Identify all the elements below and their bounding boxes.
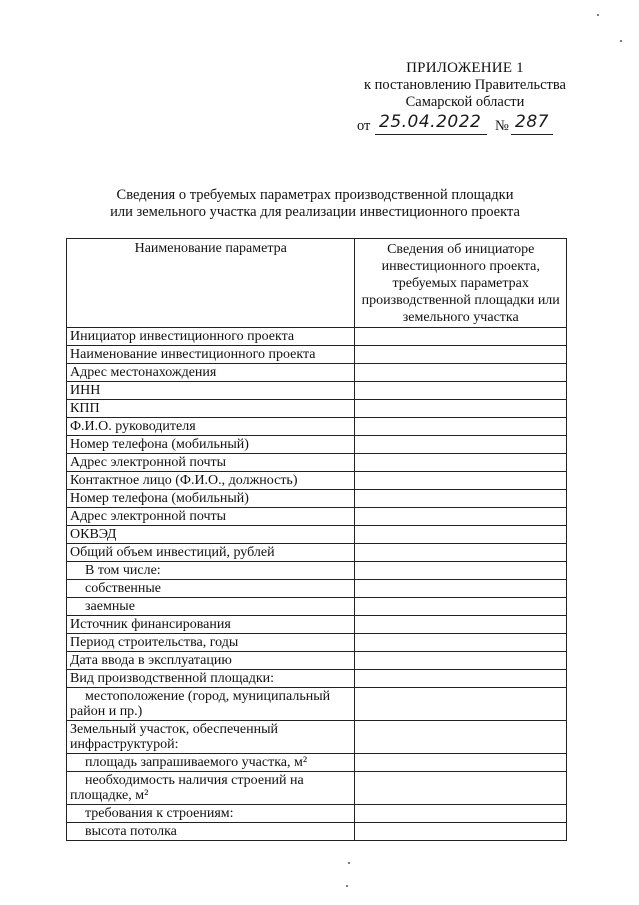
row-label: высота потолка [67,823,355,841]
table-row [67,490,567,508]
table-row [67,598,567,616]
table-row [67,508,567,526]
row-label: собственные [67,580,355,598]
number-underline [511,134,553,135]
table-row [67,526,567,544]
row-label: необходимость наличия строений на площадке, м² [67,772,355,805]
document-title-line-2: или земельного участка для реализации инвестиционного проекта [110,204,520,220]
table-row [67,544,567,562]
row-label: Период строительства, годы [67,634,355,652]
row-label: Дата ввода в эксплуатацию [67,652,355,670]
value-cell [355,580,567,598]
value-cell [355,634,567,652]
value-cell [355,544,567,562]
value-cell [355,688,567,721]
table-row [67,754,567,772]
value-cell [355,754,567,772]
value-cell [355,508,567,526]
handwritten-number: 287 [515,112,549,132]
row-label: площадь запрашиваемого участка, м² [67,754,355,772]
parameters-table [66,238,567,841]
row-label: Номер телефона (мобильный) [67,490,355,508]
row-label: КПП [67,400,355,418]
table-header-row [67,239,567,328]
table-row [67,472,567,490]
scan-speck [620,40,622,42]
table-row [67,652,567,670]
table-row [67,562,567,580]
table-row [67,805,567,823]
table-row [67,616,567,634]
value-cell [355,562,567,580]
table-row [67,721,567,754]
row-label: Источник финансирования [67,616,355,634]
value-cell [355,346,567,364]
table-row [67,670,567,688]
column-header-parameter: Наименование параметра [67,239,355,328]
appendix-title: ПРИЛОЖЕНИЕ 1 [406,60,524,76]
row-label: заемные [67,598,355,616]
value-cell [355,454,567,472]
table-row [67,346,567,364]
table-row [67,436,567,454]
value-cell [355,526,567,544]
value-cell [355,772,567,805]
row-label: Адрес электронной почты [67,508,355,526]
row-label: Ф.И.О. руководителя [67,418,355,436]
table-row [67,454,567,472]
value-cell [355,823,567,841]
value-cell [355,616,567,634]
value-cell [355,472,567,490]
value-cell [355,328,567,346]
row-label: требования к строениям: [67,805,355,823]
row-label: местоположение (город, муниципальный район и пр.) [67,688,355,721]
row-label: Номер телефона (мобильный) [67,436,355,454]
value-cell [355,400,567,418]
value-cell [355,418,567,436]
number-prefix: № [495,118,509,134]
value-cell [355,598,567,616]
scan-speck [348,862,350,864]
row-label: В том числе: [67,562,355,580]
row-label: Земельный участок, обеспеченный инфраструктурой: [67,721,355,754]
row-label: ОКВЭД [67,526,355,544]
handwritten-date: 25.04.2022 [379,112,482,132]
appendix-header [340,60,590,111]
row-label: Адрес местонахождения [67,364,355,382]
table-row [67,772,567,805]
appendix-line-2: Самарской области [405,94,525,110]
row-label: Контактное лицо (Ф.И.О., должность) [67,472,355,490]
row-label: Наименование инвестиционного проекта [67,346,355,364]
table-row [67,364,567,382]
scan-speck [597,14,599,16]
value-cell [355,721,567,754]
table-row [67,688,567,721]
row-label: Инициатор инвестиционного проекта [67,328,355,346]
document-title-line-1: Сведения о требуемых параметрах производственной площадки [116,187,514,203]
value-cell [355,364,567,382]
date-prefix: от [357,118,371,134]
table-row [67,634,567,652]
column-header-info: Сведения об инициаторе инвестиционного проекта, требуемых параметрах производственной площадки или земельного участка [355,239,567,328]
table-row [67,418,567,436]
scan-speck [346,885,348,887]
table-row [67,823,567,841]
date-underline [375,134,487,135]
row-label: Вид производственной площадки: [67,670,355,688]
value-cell [355,436,567,454]
value-cell [355,490,567,508]
value-cell [355,670,567,688]
value-cell [355,652,567,670]
appendix-line-1: к постановлению Правительства [364,77,566,93]
value-cell [355,382,567,400]
value-cell [355,805,567,823]
table-row [67,580,567,598]
row-label: Общий объем инвестиций, рублей [67,544,355,562]
date-number-line [357,112,567,136]
row-label: ИНН [67,382,355,400]
document-title [60,187,570,221]
row-label: Адрес электронной почты [67,454,355,472]
table-row [67,400,567,418]
table-row [67,328,567,346]
table-row [67,382,567,400]
